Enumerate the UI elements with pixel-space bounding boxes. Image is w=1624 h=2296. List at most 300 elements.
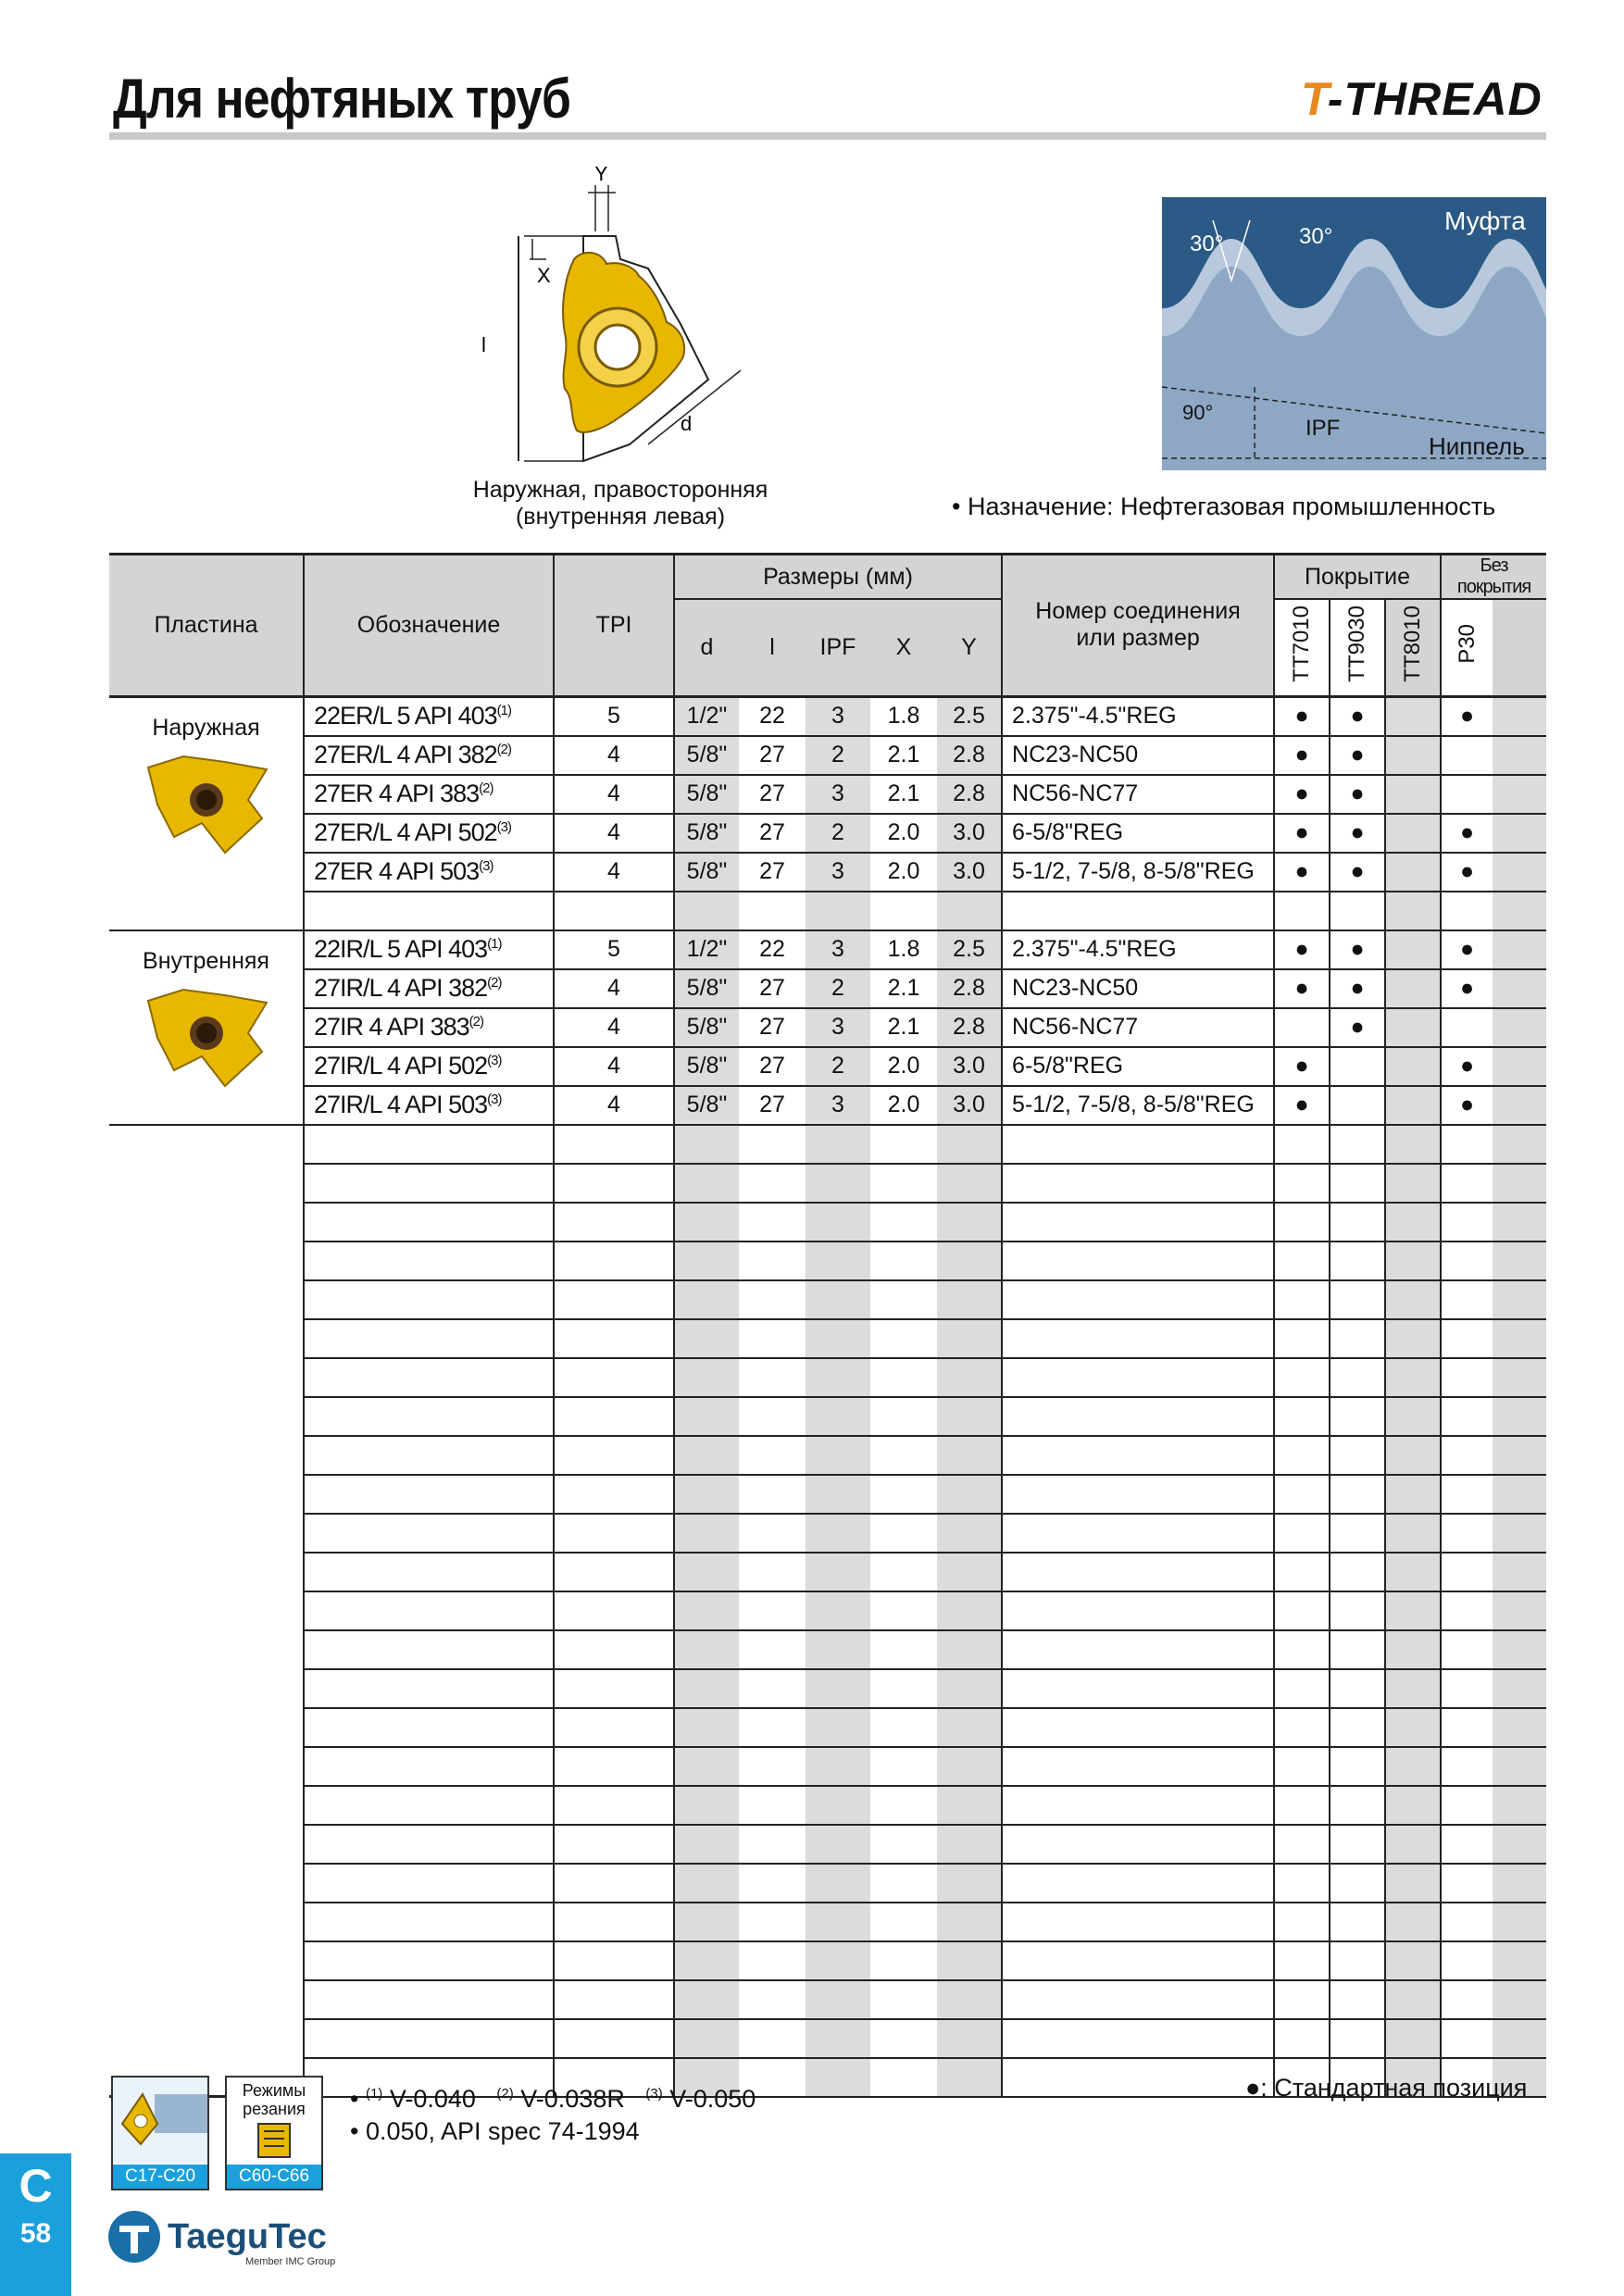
dim-ipf-cell: 3 <box>806 930 870 969</box>
empty-cell <box>937 892 1002 930</box>
empty-cell <box>1385 1591 1441 1630</box>
tpi-cell: 5 <box>554 696 674 736</box>
grade-tt7010-cell: ● <box>1274 696 1330 736</box>
dim-l-cell: 27 <box>739 853 806 892</box>
empty-cell <box>674 1708 739 1747</box>
empty-cell <box>1441 1630 1493 1669</box>
empty-cell <box>554 1358 674 1397</box>
empty-cell <box>554 1553 674 1591</box>
empty-cell <box>1441 1980 1493 2019</box>
empty-cell <box>1385 1203 1441 1242</box>
empty-cell <box>1441 1164 1493 1203</box>
empty-cell <box>674 1436 739 1475</box>
connection-cell: 6-5/8"REG <box>1002 814 1274 853</box>
empty-cell <box>1330 1475 1385 1514</box>
empty-cell <box>739 1591 806 1630</box>
insert-diagram <box>444 167 796 477</box>
footnotes: • $^{(1)}$ V-0.040 $^{(2)}$ V-0.038R $^{(3)}$ V-0.050 • 0.050, API spec 74-1994 <box>350 2085 756 2146</box>
connection-cell: NC56-NC77 <box>1002 775 1274 814</box>
empty-cell <box>937 1280 1002 1319</box>
empty-cell <box>739 892 806 930</box>
empty-cell <box>870 1242 937 1280</box>
grade-p30-cell: ● <box>1441 930 1493 969</box>
dim-l-cell: 27 <box>739 775 806 814</box>
designation-cell: 22ER/L 5 API 403$^{(1)}$ <box>304 696 554 736</box>
dim-x-cell: 2.1 <box>870 736 937 775</box>
dim-d-cell: 5/8" <box>674 1008 739 1047</box>
empty-cell <box>1274 1358 1330 1397</box>
empty-cell <box>870 892 937 930</box>
empty-cell <box>937 2058 1002 2097</box>
empty-cell <box>1330 1864 1385 1903</box>
empty-cell <box>806 2058 870 2097</box>
empty-cell <box>739 1786 806 1825</box>
header-grade-tt7010: TT7010 <box>1274 599 1330 696</box>
insert-group-label: Наружная <box>152 714 260 741</box>
grade-p30-cell: ● <box>1441 696 1493 736</box>
empty-cell <box>1002 2058 1274 2097</box>
empty-cell <box>1493 1941 1546 1980</box>
grade-tt8010-cell <box>1385 736 1441 775</box>
empty-cell <box>554 892 674 930</box>
empty-cell <box>1441 1319 1493 1358</box>
grade-p30-cell <box>1441 775 1493 814</box>
empty-cell <box>1274 2019 1330 2058</box>
designation-cell: 27IR/L 4 API 382$^{(2)}$ <box>304 969 554 1008</box>
empty-cell <box>1002 892 1274 930</box>
section-tab: C 58 <box>0 2153 71 2296</box>
empty-cell <box>554 1203 674 1242</box>
empty-cell <box>806 892 870 930</box>
empty-cell <box>1330 2019 1385 2058</box>
empty-cell <box>1493 1864 1546 1903</box>
empty-cell <box>739 1669 806 1708</box>
empty-cell <box>1274 1514 1330 1553</box>
connection-cell: 6-5/8"REG <box>1002 1047 1274 1086</box>
empty-cell <box>1493 1630 1546 1669</box>
empty-cell <box>806 1980 870 2019</box>
table-row <box>109 969 1546 1008</box>
empty-cell <box>937 1825 1002 1864</box>
empty-cell <box>806 1903 870 1941</box>
empty-cell <box>1274 1941 1330 1980</box>
connection-cell: NC23-NC50 <box>1002 969 1274 1008</box>
tpi-cell: 4 <box>554 1086 674 1125</box>
empty-cell <box>304 1864 554 1903</box>
empty-cell <box>1274 1475 1330 1514</box>
purpose-bullet: • Назначение: Нефтегазовая промышленность <box>952 493 1496 520</box>
header-uncoated: Без покрытия <box>1441 555 1546 600</box>
grade-tt9030-cell: ● <box>1330 1008 1385 1047</box>
empty-cell <box>674 1747 739 1786</box>
empty-cell <box>937 1903 1002 1941</box>
empty-cell <box>304 1630 554 1669</box>
empty-cell <box>1330 1747 1385 1786</box>
empty-cell <box>739 1397 806 1436</box>
empty-cell <box>806 1708 870 1747</box>
empty-cell <box>1002 1864 1274 1903</box>
empty-cell <box>1330 1125 1385 1164</box>
empty-cell <box>870 1864 937 1903</box>
empty-cell <box>1274 1980 1330 2019</box>
empty-cell <box>937 1125 1002 1164</box>
empty-cell <box>1493 2019 1546 2058</box>
empty-cell <box>1493 1980 1546 2019</box>
designation-cell: 27ER/L 4 API 502$^{(3)}$ <box>304 814 554 853</box>
dim-y-cell: 2.8 <box>937 736 1002 775</box>
table-row-empty <box>109 1397 1546 1436</box>
empty-cell <box>674 1941 739 1980</box>
table-row <box>109 1008 1546 1047</box>
grade-tt8010-cell <box>1385 853 1441 892</box>
empty-cell <box>1493 1125 1546 1164</box>
header-dim-y: Y <box>937 599 1002 696</box>
empty-cell <box>1441 1436 1493 1475</box>
empty-cell <box>806 1514 870 1553</box>
empty-cell <box>1002 1125 1274 1164</box>
empty-cell <box>674 1164 739 1203</box>
grade-p30-cell: ● <box>1441 814 1493 853</box>
svg-text:Y: Y <box>594 167 608 185</box>
connection-cell: 2.375"-4.5"REG <box>1002 696 1274 736</box>
empty-cell <box>1493 1747 1546 1786</box>
table-row-empty <box>109 1164 1546 1203</box>
empty-cell <box>554 1125 674 1164</box>
grade-tt8010-cell <box>1385 969 1441 1008</box>
empty-cell <box>739 1864 806 1903</box>
empty-cell <box>1274 1397 1330 1436</box>
table-row-empty <box>109 1903 1546 1941</box>
header-grade-blank <box>1493 599 1546 696</box>
tpi-cell: 4 <box>554 853 674 892</box>
tpi-cell: 4 <box>554 1047 674 1086</box>
empty-cell <box>1274 1630 1330 1669</box>
empty-cell <box>937 1203 1002 1242</box>
empty-cell <box>1385 1669 1441 1708</box>
dim-x-cell: 1.8 <box>870 696 937 736</box>
table-row-empty <box>109 1708 1546 1747</box>
table-row-empty <box>109 1747 1546 1786</box>
empty-cell <box>1330 1397 1385 1436</box>
empty-cell <box>1274 1903 1330 1941</box>
tpi-cell: 4 <box>554 736 674 775</box>
dim-d-cell: 5/8" <box>674 1047 739 1086</box>
empty-cell <box>870 2019 937 2058</box>
empty-cell <box>1493 892 1546 930</box>
empty-cell <box>806 1669 870 1708</box>
svg-text:30°: 30° <box>1299 224 1333 249</box>
svg-text:Ниппель: Ниппель <box>1429 432 1525 460</box>
table-row-empty <box>109 1475 1546 1514</box>
connection-cell: 5-1/2, 7-5/8, 8-5/8"REG <box>1002 853 1274 892</box>
dim-d-cell: 5/8" <box>674 853 739 892</box>
empty-cell <box>1002 1358 1274 1397</box>
grade-blank-cell <box>1493 775 1546 814</box>
empty-cell <box>937 1708 1002 1747</box>
grade-tt9030-cell: ● <box>1330 969 1385 1008</box>
empty-cell <box>554 1864 674 1903</box>
empty-cell <box>674 1203 739 1242</box>
empty-cell <box>304 1280 554 1319</box>
header-dim-l: l <box>739 599 806 696</box>
grade-blank-cell <box>1493 1086 1546 1125</box>
empty-cell <box>739 1125 806 1164</box>
empty-cell <box>1441 1669 1493 1708</box>
empty-cell <box>1002 1203 1274 1242</box>
empty-cell <box>1493 1591 1546 1630</box>
grade-tt7010-cell: ● <box>1274 736 1330 775</box>
empty-cell <box>870 1436 937 1475</box>
empty-cell <box>937 1669 1002 1708</box>
designation-cell: 27ER/L 4 API 382$^{(2)}$ <box>304 736 554 775</box>
grade-tt9030-cell <box>1330 1047 1385 1086</box>
empty-cell <box>1002 1164 1274 1203</box>
grade-tt7010-cell: ● <box>1274 1086 1330 1125</box>
empty-cell <box>1441 1125 1493 1164</box>
empty-cell <box>1002 1786 1274 1825</box>
dim-y-cell: 2.5 <box>937 696 1002 736</box>
empty-cell <box>1002 1553 1274 1591</box>
svg-text:d: d <box>681 412 693 435</box>
empty-cell <box>304 1242 554 1280</box>
empty-cell <box>739 1280 806 1319</box>
empty-cell <box>304 1669 554 1708</box>
empty-cell <box>304 1941 554 1980</box>
empty-cell <box>1493 1203 1546 1242</box>
empty-cell <box>806 1358 870 1397</box>
empty-cell <box>937 1164 1002 1203</box>
empty-cell <box>1002 1397 1274 1436</box>
dim-d-cell: 5/8" <box>674 736 739 775</box>
header-grade-p30: P30 <box>1441 599 1493 696</box>
empty-cell <box>674 1591 739 1630</box>
empty-cell <box>806 1475 870 1514</box>
empty-cell <box>674 1514 739 1553</box>
tpi-cell: 5 <box>554 930 674 969</box>
dim-y-cell: 2.8 <box>937 1008 1002 1047</box>
empty-cell <box>304 1747 554 1786</box>
empty-cell <box>674 1630 739 1669</box>
empty-cell <box>1385 1436 1441 1475</box>
svg-text:Муфта: Муфта <box>1444 206 1526 235</box>
table-row <box>109 775 1546 814</box>
dim-l-cell: 27 <box>739 1008 806 1047</box>
connection-cell: 2.375"-4.5"REG <box>1002 930 1274 969</box>
table-row-empty <box>109 1630 1546 1669</box>
empty-cell <box>806 1553 870 1591</box>
empty-cell <box>554 1825 674 1864</box>
empty-cell <box>870 1203 937 1242</box>
grade-blank-cell <box>1493 969 1546 1008</box>
connection-cell: NC23-NC50 <box>1002 736 1274 775</box>
empty-cell <box>937 1358 1002 1397</box>
empty-cell <box>674 1980 739 2019</box>
table-row-empty <box>109 1941 1546 1980</box>
empty-cell <box>1441 1358 1493 1397</box>
empty-cell <box>1385 1553 1441 1591</box>
empty-cell <box>674 1242 739 1280</box>
empty-cell <box>304 1203 554 1242</box>
page-number: 58 <box>19 2218 52 2249</box>
designation-cell: 27IR 4 API 383$^{(2)}$ <box>304 1008 554 1047</box>
empty-cell <box>1441 892 1493 930</box>
grade-p30-cell: ● <box>1441 969 1493 1008</box>
standard-legend: ●: Стандартная позиция <box>1245 2074 1528 2102</box>
svg-text:Member IMC Group: Member IMC Group <box>245 2256 336 2267</box>
empty-cell <box>674 1280 739 1319</box>
dim-x-cell: 2.0 <box>870 853 937 892</box>
table-row-empty <box>109 2019 1546 2058</box>
empty-cell <box>1493 1436 1546 1475</box>
empty-cell <box>1385 1980 1441 2019</box>
dim-y-cell: 2.5 <box>937 930 1002 969</box>
empty-cell <box>937 1630 1002 1669</box>
grade-tt8010-cell <box>1385 696 1441 736</box>
table-row-empty <box>109 1669 1546 1708</box>
dim-l-cell: 22 <box>739 696 806 736</box>
dim-y-cell: 3.0 <box>937 853 1002 892</box>
empty-cell <box>1330 1825 1385 1864</box>
insert-group-label: Внутренняя <box>143 947 269 974</box>
grade-tt7010-cell: ● <box>1274 1047 1330 1086</box>
empty-cell <box>937 1319 1002 1358</box>
empty-cell <box>674 892 739 930</box>
insert-photo <box>137 749 276 860</box>
dim-ipf-cell: 2 <box>806 814 870 853</box>
svg-text:l: l <box>481 333 486 356</box>
empty-cell <box>806 1825 870 1864</box>
table-row-empty <box>109 1786 1546 1825</box>
header-dim-ipf: IPF <box>806 599 870 696</box>
empty-cell <box>1002 1475 1274 1514</box>
empty-cell <box>674 1903 739 1941</box>
empty-cell <box>806 1941 870 1980</box>
empty-cell <box>1385 1786 1441 1825</box>
empty-cell <box>1002 1242 1274 1280</box>
empty-cell <box>1385 1164 1441 1203</box>
empty-cell <box>937 1786 1002 1825</box>
empty-cell <box>870 1164 937 1203</box>
empty-cell <box>1002 1708 1274 1747</box>
empty-cell <box>937 1553 1002 1591</box>
grade-blank-cell <box>1493 736 1546 775</box>
empty-cell <box>1493 1475 1546 1514</box>
empty-cell <box>554 2019 674 2058</box>
table-row <box>109 696 1546 736</box>
empty-cell <box>937 1475 1002 1514</box>
empty-cell <box>1002 1747 1274 1786</box>
empty-cell <box>806 1203 870 1242</box>
dim-ipf-cell: 3 <box>806 775 870 814</box>
dim-ipf-cell: 2 <box>806 736 870 775</box>
dim-y-cell: 3.0 <box>937 1086 1002 1125</box>
header-coating: Покрытие <box>1274 555 1441 600</box>
empty-cell <box>870 1319 937 1358</box>
empty-cell <box>1330 1242 1385 1280</box>
empty-cell <box>1493 1553 1546 1591</box>
header-grade-tt8010: TT8010 <box>1385 599 1441 696</box>
empty-cell <box>1274 1319 1330 1358</box>
cutting-data-box[interactable]: Режимы резания C60-C66 <box>225 2076 323 2190</box>
empty-cell <box>806 1242 870 1280</box>
empty-cell <box>554 1242 674 1280</box>
empty-cell <box>1330 1591 1385 1630</box>
empty-cell <box>1330 1941 1385 1980</box>
empty-cell <box>304 1825 554 1864</box>
empty-cell <box>1493 1903 1546 1941</box>
tool-reference-box[interactable]: C17-C20 <box>111 2076 209 2190</box>
empty-cell <box>739 1980 806 2019</box>
table-row-empty <box>109 1280 1546 1319</box>
grade-tt7010-cell: ● <box>1274 969 1330 1008</box>
empty-group-cell <box>109 1125 304 2097</box>
empty-cell <box>304 1903 554 1941</box>
dim-d-cell: 5/8" <box>674 1086 739 1125</box>
grade-tt9030-cell: ● <box>1330 930 1385 969</box>
empty-cell <box>1385 1319 1441 1358</box>
header-designation: Обозначение <box>304 555 554 697</box>
grade-tt9030-cell <box>1330 1086 1385 1125</box>
empty-cell <box>1441 1553 1493 1591</box>
empty-cell <box>554 1319 674 1358</box>
empty-cell <box>1385 1475 1441 1514</box>
empty-cell <box>1330 1980 1385 2019</box>
empty-cell <box>806 1125 870 1164</box>
empty-cell <box>806 1436 870 1475</box>
empty-cell <box>1441 1242 1493 1280</box>
empty-cell <box>870 1786 937 1825</box>
empty-cell <box>554 1164 674 1203</box>
empty-cell <box>1330 1553 1385 1591</box>
dim-ipf-cell: 3 <box>806 696 870 736</box>
empty-cell <box>739 1708 806 1747</box>
empty-cell <box>1385 1242 1441 1280</box>
grade-blank-cell <box>1493 696 1546 736</box>
empty-cell <box>1493 1786 1546 1825</box>
empty-cell <box>1441 1864 1493 1903</box>
empty-cell <box>1441 1514 1493 1553</box>
header-tpi: TPI <box>554 555 674 697</box>
header-rule <box>109 132 1546 140</box>
table-row-empty <box>109 1358 1546 1397</box>
grade-tt9030-cell: ● <box>1330 736 1385 775</box>
empty-cell <box>870 1591 937 1630</box>
empty-cell <box>1274 892 1330 930</box>
empty-cell <box>1330 1280 1385 1319</box>
table-row-empty <box>109 1436 1546 1475</box>
empty-cell <box>739 1242 806 1280</box>
grade-tt7010-cell <box>1274 1008 1330 1047</box>
empty-cell <box>1385 1747 1441 1786</box>
table-row <box>109 814 1546 853</box>
empty-cell <box>1493 1242 1546 1280</box>
empty-cell <box>674 1125 739 1164</box>
empty-cell <box>1385 1630 1441 1669</box>
empty-cell <box>1274 1591 1330 1630</box>
empty-cell <box>1330 892 1385 930</box>
page-title: Для нефтяных труб <box>113 68 571 130</box>
empty-cell <box>806 1280 870 1319</box>
empty-cell <box>1441 1203 1493 1242</box>
grade-p30-cell: ● <box>1441 1086 1493 1125</box>
empty-cell <box>870 1630 937 1669</box>
empty-cell <box>1493 1280 1546 1319</box>
empty-cell <box>304 1164 554 1203</box>
thread-profile-photo <box>1162 197 1546 475</box>
empty-cell <box>1274 1164 1330 1203</box>
empty-cell <box>806 1786 870 1825</box>
insert-group <box>109 930 304 1125</box>
